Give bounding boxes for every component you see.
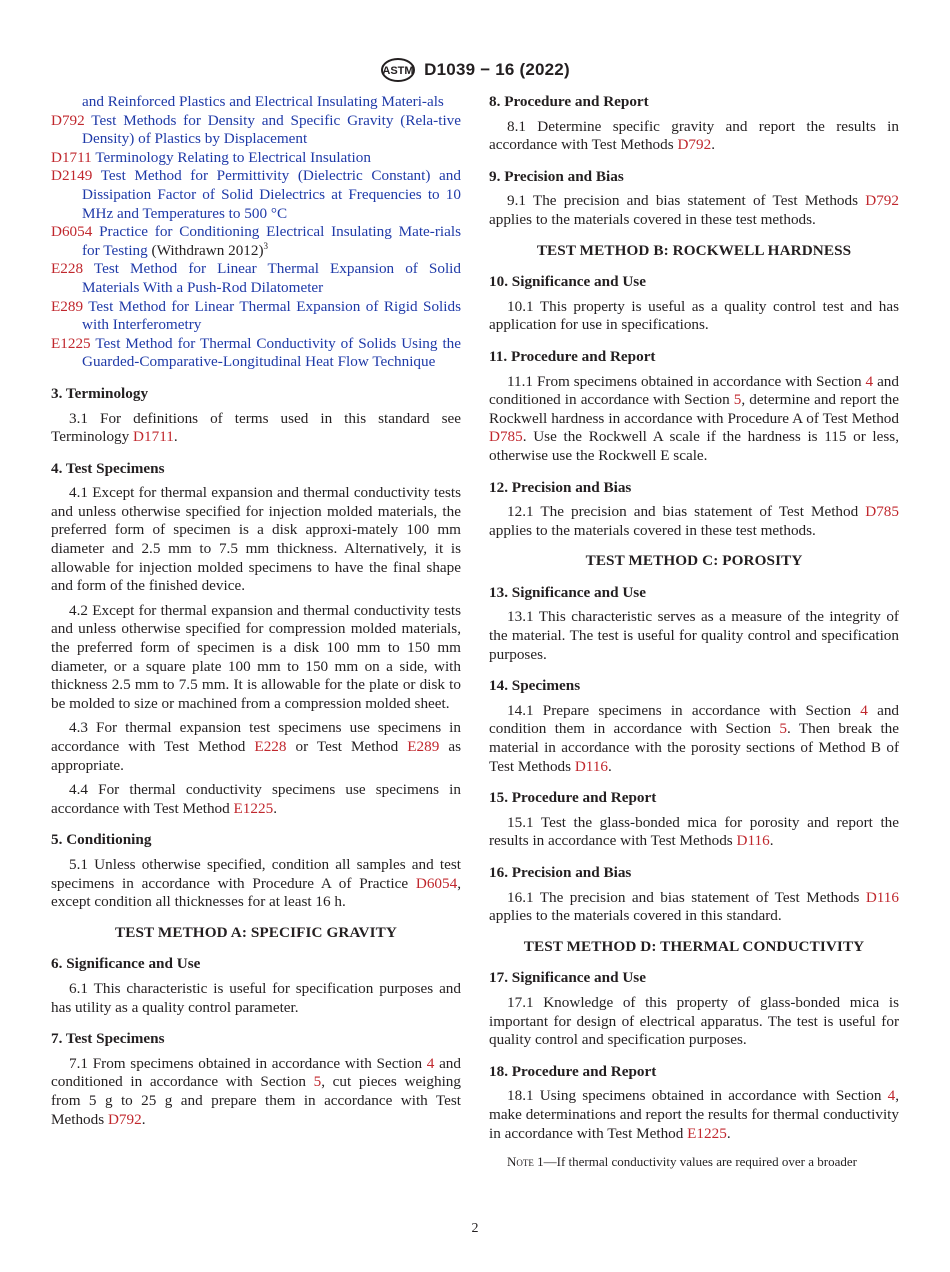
paragraph: 9.1 The precision and bias statement of Test Methods D792 applies to the materials covered in these test methods. — [489, 192, 899, 228]
paragraph: 4.2 Except for thermal expansion and thermal conductivity tests and unless otherwise specified for compression molded materials, the preferred form of specimen is a disk 100 mm to 150 mm diameter, or a square plate 100 mm to 150 mm on a side, with thickness 2.5 mm to 7.5 mm. It is allowable for the plate or disk to be molded to size or machined from a compression molded sheet. — [51, 601, 461, 712]
paragraph: 14.1 Prepare specimens in accordance with Section 4 and condition them in accordance with Section 5. Then break the material in accordance with the porosity sections of Method B of Test Methods D116. — [489, 701, 900, 775]
section-link[interactable]: 5 — [733, 391, 742, 409]
reference-link[interactable]: D6054 — [415, 874, 458, 892]
section-heading: 18. Procedure and Report — [489, 1062, 657, 1080]
paragraph: 4.1 Except for thermal expansion and thermal conductivity tests and unless otherwise specified for injection molded materials, the preferred form of specimen is a disk approxi-mately 100 mm diameter and 2.5 mm to 7.5 mm thickness. Alternatively, it is allowable for injection molded specimens to have the final shape and form of the finished device. — [51, 484, 461, 595]
reference-item: D2149 Test Method for Permittivity (Dielectric Constant) and Dissipation Factor of Solid Dielectrics at Frequencies to 10 MHz and Temperatures to 500 °C — [51, 167, 461, 222]
reference-item: and Reinforced Plastics and Electrical Insulating Materi-als — [82, 93, 444, 110]
section-heading: 11. Procedure and Report — [489, 347, 656, 365]
reference-link[interactable]: E289 — [407, 738, 440, 755]
paragraph: 17.1 Knowledge of this property of glass-bonded mica is important for design of electrical apparatus. The test is useful for quality control and specification purposes. — [489, 993, 899, 1049]
section-heading: 3. Terminology — [51, 384, 149, 402]
paragraph: 5.1 Unless otherwise specified, condition all samples and test specimens in accordance with Procedure A of Practice D6054, except condition all thicknesses for at least 16 h. — [51, 855, 461, 911]
paragraph: 18.1 Using specimens obtained in accordance with Section 4, make determinations and report the results for thermal conductivity in accordance with Test Method E1225. — [489, 1087, 899, 1142]
method-heading: TEST METHOD D: THERMAL CONDUCTIVITY — [523, 937, 865, 955]
reference-item: D6054 Practice for Conditioning Electrical Insulating Mate-rials for Testing (Withdrawn 2012)$^3$ — [51, 223, 461, 259]
reference-item: E289 Test Method for Linear Thermal Expansion of Rigid Solids with Interferometry — [51, 297, 461, 334]
reference-code[interactable]: D792 — [51, 111, 85, 129]
method-heading: TEST METHOD C: POROSITY — [585, 552, 803, 570]
paragraph: 7.1 From specimens obtained in accordance with Section 4 and conditioned in accordance with Section 5, cut pieces weighing from 5 g to 25 g and prepare them in accordance with Test Methods D792. — [51, 1054, 461, 1128]
section-heading: 7. Test Specimens — [51, 1030, 165, 1048]
method-heading: TEST METHOD A: SPECIFIC GRAVITY — [115, 923, 397, 941]
reference-code[interactable]: E289 — [51, 297, 84, 315]
paragraph: 4.4 For thermal conductivity specimens use specimens in accordance with Test Method E1225. — [51, 781, 461, 817]
paragraph: 3.1 For definitions of terms used in this standard see Terminology D1711. — [51, 409, 461, 446]
reference-item: E228 Test Method for Linear Thermal Expansion of Solid Materials With a Push-Rod Dilatometer — [51, 260, 461, 296]
paragraph: 11.1 From specimens obtained in accordance with Section 4 and conditioned in accordance with Section 5, determine and report the Rockwell hardness in accordance with Procedure A of Test Method D785. Use the Rockwell A scale if the hardness is 115 or less, otherwise use the Rockwell E scale. — [489, 372, 900, 464]
astm-logo-icon — [380, 56, 416, 84]
reference-code[interactable]: D1711 — [51, 148, 92, 166]
paragraph: 10.1 This property is useful as a quality control test and has application for use in specifications. — [489, 297, 899, 334]
section-link[interactable]: 5 — [779, 720, 787, 738]
reference-link[interactable]: D785 — [865, 503, 899, 521]
paragraph: 15.1 Test the glass-bonded mica for porosity and report the results in accordance with Test Methods D116. — [489, 813, 899, 850]
svg-text:ASTM: ASTM — [382, 65, 414, 77]
reference-link[interactable]: D792 — [865, 192, 899, 210]
section-link[interactable]: 4 — [860, 701, 868, 719]
section-heading: 17. Significance and Use — [489, 969, 646, 987]
paragraph: 4.3 For thermal expansion test specimens use specimens in accordance with Test Method E228 or Test Method E289 as appropriate. — [51, 719, 461, 774]
section-heading: 4. Test Specimens — [51, 459, 165, 477]
section-heading: 16. Precision and Bias — [489, 864, 632, 881]
method-heading: TEST METHOD B: ROCKWELL HARDNESS — [536, 241, 852, 259]
designation: D1039 − 16 (2022) — [424, 60, 570, 79]
reference-link[interactable]: D785 — [489, 428, 523, 446]
note: Note 1—If thermal conductivity values are required over a broader — [507, 1154, 857, 1170]
paragraph: 12.1 The precision and bias statement of Test Method D785 applies to the materials covered in these test methods. — [489, 503, 899, 539]
section-heading: 5. Conditioning — [51, 831, 152, 849]
reference-link[interactable]: D116 — [865, 888, 899, 906]
reference-link[interactable]: D1711 — [133, 428, 174, 446]
reference-link[interactable]: E1225 — [687, 1124, 727, 1142]
section-link[interactable]: 4 — [426, 1054, 435, 1072]
section-heading: 13. Significance and Use — [489, 583, 646, 601]
page-header — [0, 56, 950, 84]
reference-link[interactable]: E228 — [254, 738, 287, 755]
reference-link[interactable]: E1225 — [233, 799, 274, 817]
paragraph: 6.1 This characteristic is useful for specification purposes and has utility as a quality control parameter. — [51, 979, 461, 1016]
paragraph: 16.1 The precision and bias statement of Test Methods D116 applies to the materials covered in this standard. — [489, 888, 899, 925]
section-heading: 14. Specimens — [489, 677, 581, 695]
reference-code[interactable]: E1225 — [51, 334, 91, 352]
reference-code[interactable]: E228 — [51, 260, 84, 278]
reference-item: D1711 Terminology Relating to Electrical Insulation — [51, 148, 371, 166]
paragraph: 13.1 This characteristic serves as a measure of the integrity of the material. The test is useful for quality control and specification purposes. — [489, 608, 899, 663]
section-link[interactable]: 4 — [865, 372, 874, 390]
right-column — [489, 93, 899, 1172]
reference-item: D792 Test Methods for Density and Specific Gravity (Rela-tive Density) of Plastics by Displacement — [51, 111, 461, 148]
section-heading: 6. Significance and Use — [51, 955, 201, 973]
section-heading: 12. Precision and Bias — [489, 478, 632, 496]
note-label: Note 1 — [507, 1154, 544, 1170]
paragraph: 8.1 Determine specific gravity and report the results in accordance with Test Methods D792. — [489, 117, 899, 154]
reference-link[interactable]: D792 — [107, 1110, 142, 1128]
section-heading: 15. Procedure and Report — [489, 789, 657, 807]
section-heading: 10. Significance and Use — [489, 273, 646, 291]
page-number: 2 — [471, 1221, 479, 1236]
reference-code[interactable]: D6054 — [51, 223, 93, 241]
reference-link[interactable]: D116 — [736, 832, 770, 850]
section-link[interactable]: 5 — [313, 1073, 322, 1091]
left-column — [51, 93, 461, 1135]
reference-code[interactable]: D2149 — [51, 167, 93, 185]
reference-link[interactable]: D792 — [677, 136, 712, 154]
reference-item: E1225 Test Method for Thermal Conductivity of Solids Using the Guarded-Comparative-Longitudinal Heat Flow Technique — [51, 334, 461, 371]
section-link[interactable]: 4 — [887, 1087, 896, 1105]
section-heading: 9. Precision and Bias — [489, 167, 624, 185]
section-heading: 8. Procedure and Report — [489, 93, 649, 110]
reference-link[interactable]: D116 — [574, 757, 609, 775]
